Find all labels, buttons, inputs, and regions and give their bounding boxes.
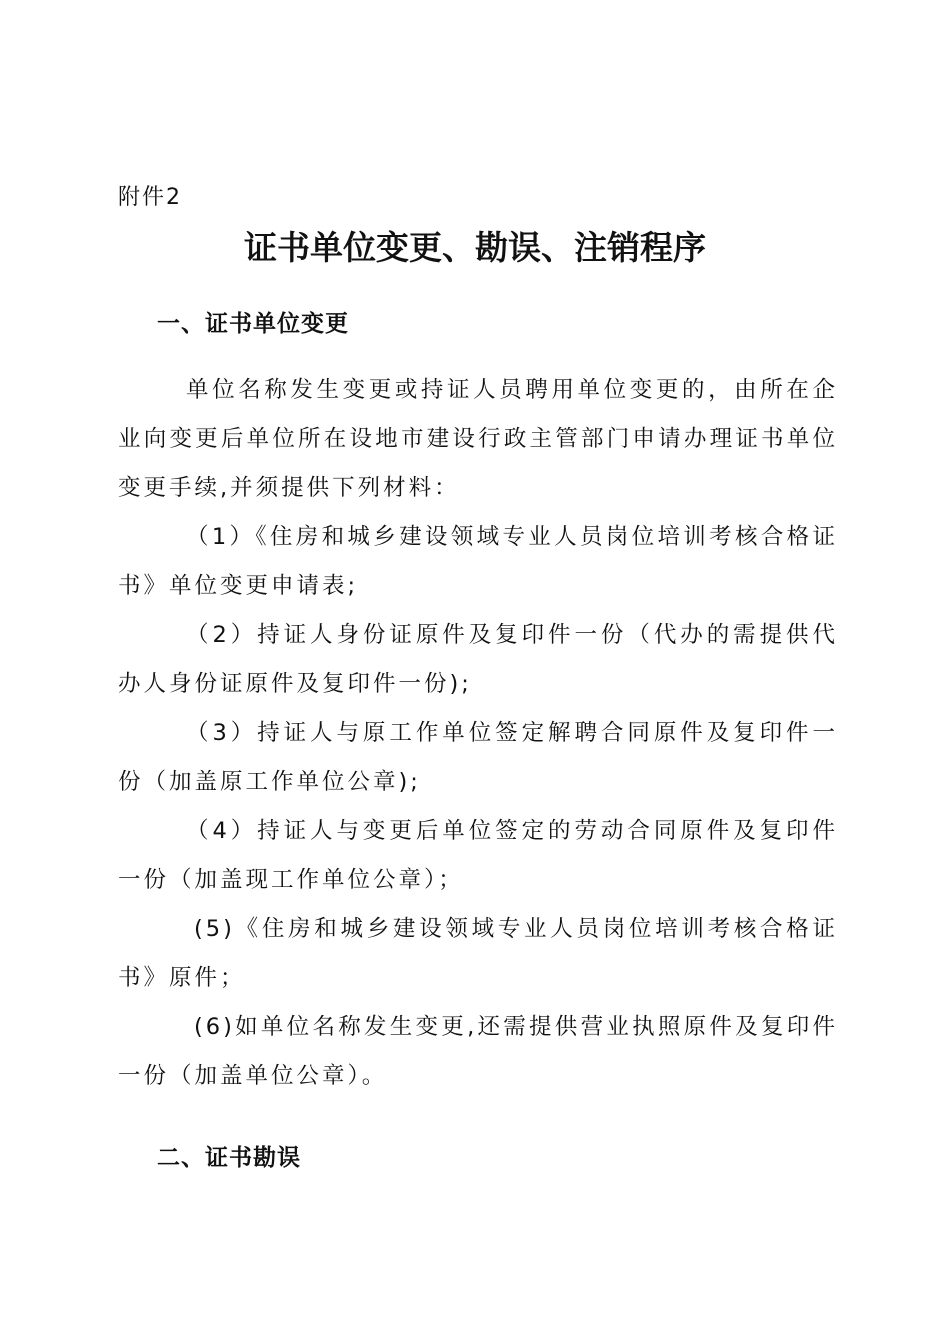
- material-item-2: （2）持证人身份证原件及复印件一份（代办的需提供代办人身份证原件及复印件一份);: [118, 622, 838, 697]
- material-item-5: (5)《住房和城乡建设领域专业人员岗位培训考核合格证书》原件；: [118, 916, 838, 991]
- material-item-6: (6)如单位名称发生变更,还需提供营业执照原件及复印件一份（加盖单位公章）。: [118, 1014, 838, 1089]
- document-title: 证书单位变更、勘误、注销程序: [244, 228, 706, 267]
- material-item-4: （4）持证人与变更后单位签定的劳动合同原件及复印件一份（加盖现工作单位公章）；: [118, 818, 838, 893]
- material-item-1: （1）《住房和城乡建设领域专业人员岗位培训考核合格证书》单位变更申请表;: [118, 524, 838, 599]
- section-heading-unit-change: 一、证书单位变更: [157, 311, 349, 337]
- section-heading-certificate-correction: 二、证书勘误: [157, 1145, 301, 1171]
- material-item-3: （3）持证人与原工作单位签定解聘合同原件及复印件一份（加盖原工作单位公章);: [118, 720, 838, 795]
- attachment-label: 附件2: [118, 185, 182, 210]
- section-intro-paragraph: 单位名称发生变更或持证人员聘用单位变更的，由所在企业向变更后单位所在设地市建设行政主管部门申请办理证书单位变更手续,并须提供下列材料：: [118, 377, 838, 501]
